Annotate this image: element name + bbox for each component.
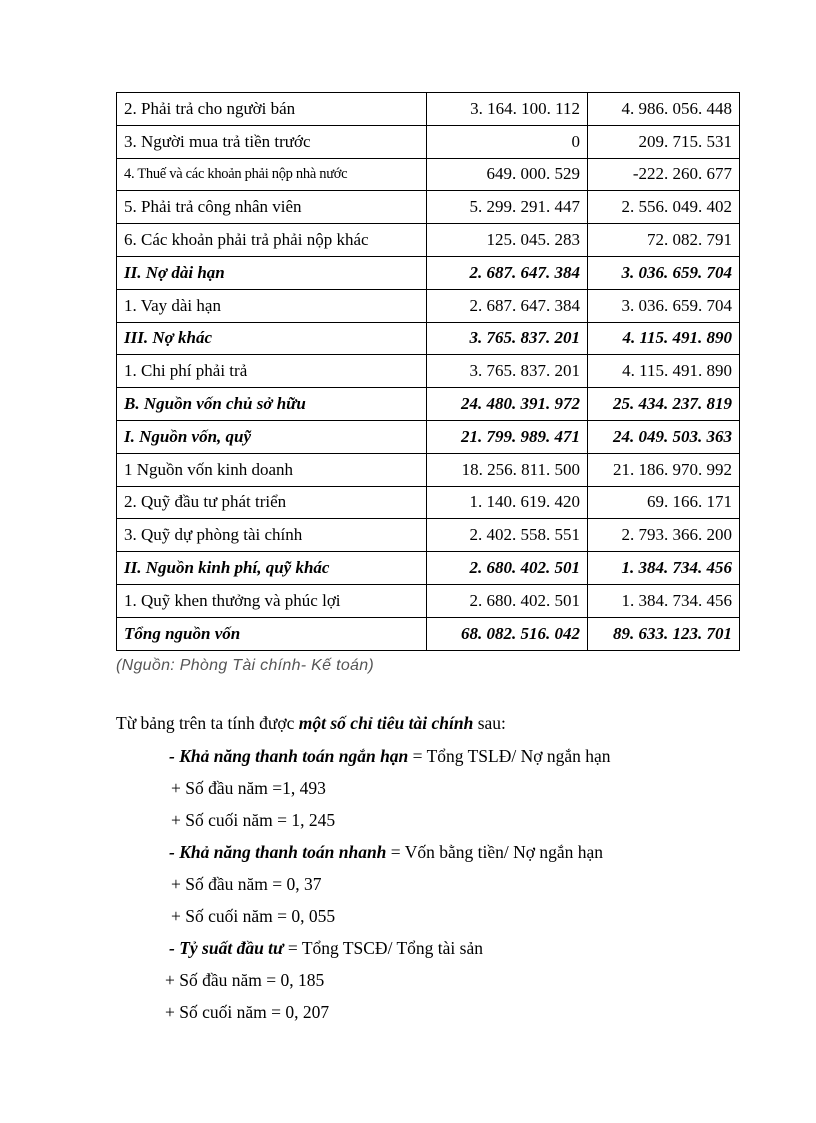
row-end-value: 1. 384. 734. 456 [588, 584, 740, 617]
row-end-value: 72. 082. 791 [588, 224, 740, 257]
row-end-value: -222. 260. 677 [588, 158, 740, 191]
table-row [117, 486, 740, 519]
indicator-short-term [169, 746, 611, 767]
row-end-value: 4. 115. 491. 890 [588, 355, 740, 388]
row-start-value: 18. 256. 811. 500 [427, 453, 588, 486]
row-start-value: 24. 480. 391. 972 [427, 388, 588, 421]
row-start-value: 2. 687. 647. 384 [427, 289, 588, 322]
row-label: I. Nguồn vốn, quỹ [117, 420, 427, 453]
row-start-value: 3. 164. 100. 112 [427, 93, 588, 126]
row-start-value: 3. 765. 837. 201 [427, 322, 588, 355]
indicator-short-term-start: + Số đầu năm =1, 493 [171, 778, 326, 798]
table-row [117, 453, 740, 486]
table-row [117, 388, 740, 421]
row-end-value: 1. 384. 734. 456 [588, 552, 740, 585]
row-start-value: 2. 680. 402. 501 [427, 584, 588, 617]
source-note: (Nguồn: Phòng Tài chính- Kế toán) [116, 657, 375, 674]
table-row [117, 125, 740, 158]
row-label: 2. Quỹ đầu tư phát triển [117, 486, 427, 519]
row-label: Tổng nguồn vốn [117, 617, 427, 650]
row-start-value: 2. 687. 647. 384 [427, 256, 588, 289]
indicator-quick-name: - Khả năng thanh toán nhanh [169, 842, 387, 862]
table-row [117, 552, 740, 585]
row-end-value: 21. 186. 970. 992 [588, 453, 740, 486]
table-row [117, 355, 740, 388]
row-start-value: 0 [427, 125, 588, 158]
row-end-value: 209. 715. 531 [588, 125, 740, 158]
row-end-value: 69. 166. 171 [588, 486, 740, 519]
row-start-value: 125. 045. 283 [427, 224, 588, 257]
indicator-investment-name: - Tỷ suất đầu tư [169, 938, 284, 958]
indicator-investment-start: + Số đầu năm = 0, 185 [165, 970, 325, 990]
table-row [117, 322, 740, 355]
intro-emphasis: một số chỉ tiêu tài chính [298, 713, 474, 733]
row-end-value: 4. 115. 491. 890 [588, 322, 740, 355]
table-row [117, 224, 740, 257]
row-label: III. Nợ khác [117, 322, 427, 355]
intro-paragraph [116, 713, 506, 734]
table-row [117, 584, 740, 617]
table-row [117, 289, 740, 322]
table-row [117, 420, 740, 453]
row-label: 3. Quỹ dự phòng tài chính [117, 519, 427, 552]
row-label: 2. Phải trả cho người bán [117, 93, 427, 126]
table-row [117, 191, 740, 224]
row-end-value: 24. 049. 503. 363 [588, 420, 740, 453]
balance-sheet-table [116, 92, 740, 651]
row-end-value: 4. 986. 056. 448 [588, 93, 740, 126]
indicator-investment-formula: = Tổng TSCĐ/ Tổng tài sản [283, 938, 483, 958]
row-start-value: 21. 799. 989. 471 [427, 420, 588, 453]
row-start-value: 649. 000. 529 [427, 158, 588, 191]
table-row [117, 93, 740, 126]
indicator-short-term-name: - Khả năng thanh toán ngắn hạn [169, 746, 409, 766]
table-row [117, 519, 740, 552]
table-row [117, 158, 740, 191]
table-row [117, 256, 740, 289]
row-label: II. Nguồn kinh phí, quỹ khác [117, 552, 427, 585]
row-start-value: 3. 765. 837. 201 [427, 355, 588, 388]
row-label: 1. Chi phí phải trả [117, 355, 427, 388]
indicator-investment-end: + Số cuối năm = 0, 207 [165, 1002, 330, 1022]
indicator-quick [169, 842, 603, 863]
row-end-value: 2. 793. 366. 200 [588, 519, 740, 552]
indicator-quick-start: + Số đầu năm = 0, 37 [171, 874, 322, 894]
indicator-quick-end: + Số cuối năm = 0, 055 [171, 906, 336, 926]
indicator-short-term-formula: = Tổng TSLĐ/ Nợ ngắn hạn [408, 746, 611, 766]
row-label: 5. Phải trả công nhân viên [117, 191, 427, 224]
row-end-value: 3. 036. 659. 704 [588, 256, 740, 289]
intro-suffix: sau: [473, 713, 506, 733]
table-row [117, 617, 740, 650]
row-start-value: 68. 082. 516. 042 [427, 617, 588, 650]
row-label: 1. Quỹ khen thưởng và phúc lợi [117, 584, 427, 617]
indicator-quick-formula: = Vốn bằng tiền/ Nợ ngắn hạn [386, 842, 604, 862]
row-label: 4. Thuế và các khoản phải nộp nhà nước [117, 158, 427, 191]
indicator-short-term-end: + Số cuối năm = 1, 245 [171, 810, 336, 830]
row-start-value: 2. 402. 558. 551 [427, 519, 588, 552]
row-end-value: 25. 434. 237. 819 [588, 388, 740, 421]
row-start-value: 1. 140. 619. 420 [427, 486, 588, 519]
row-label: 1. Vay dài hạn [117, 289, 427, 322]
row-end-value: 2. 556. 049. 402 [588, 191, 740, 224]
table-body [117, 93, 740, 651]
row-end-value: 3. 036. 659. 704 [588, 289, 740, 322]
row-start-value: 2. 680. 402. 501 [427, 552, 588, 585]
row-start-value: 5. 299. 291. 447 [427, 191, 588, 224]
row-label: 6. Các khoản phải trả phải nộp khác [117, 224, 427, 257]
row-label: B. Nguồn vốn chủ sở hữu [117, 388, 427, 421]
indicator-investment [169, 938, 483, 959]
row-label: II. Nợ dài hạn [117, 256, 427, 289]
row-label: 1 Nguồn vốn kinh doanh [117, 453, 427, 486]
row-label: 3. Người mua trả tiền trước [117, 125, 427, 158]
row-end-value: 89. 633. 123. 701 [588, 617, 740, 650]
intro-prefix: Từ bảng trên ta tính được [116, 713, 299, 733]
